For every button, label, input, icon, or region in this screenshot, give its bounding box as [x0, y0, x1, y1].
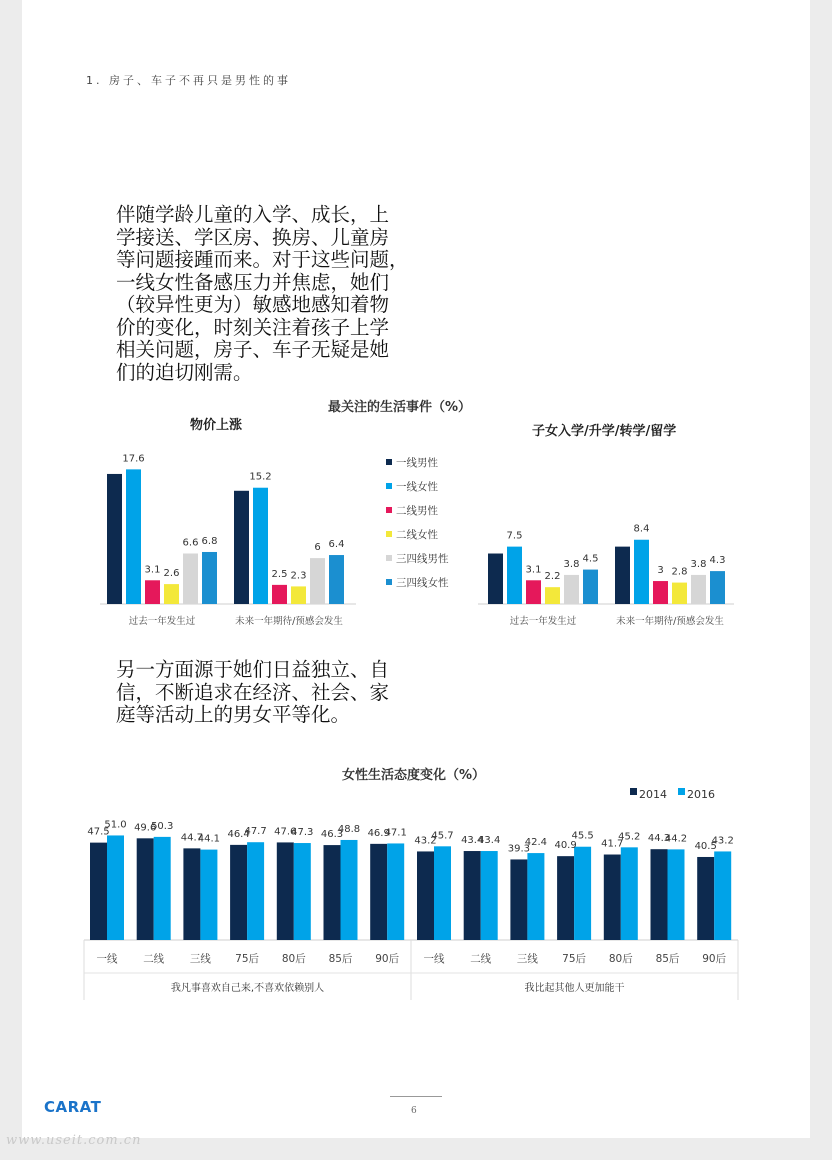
- chart2-category-label: 80后: [608, 953, 633, 965]
- chart1-bar: [634, 540, 649, 604]
- chart2-legend-label: 2014: [639, 788, 667, 801]
- chart1-bar: [545, 587, 560, 604]
- chart2-data-label: 44.1: [197, 833, 221, 845]
- chart1-bar: [615, 547, 630, 604]
- chart2-data-label: 50.3: [151, 820, 174, 832]
- chart2-bar-2014: [557, 856, 574, 940]
- chart1-bar: [672, 583, 687, 604]
- paragraph-line: 相关问题，房子、车子无疑是她: [116, 338, 390, 361]
- chart2-data-label: 51.0: [104, 819, 127, 831]
- chart2-bar-2016: [527, 853, 544, 940]
- chart2-bar-2014: [324, 845, 341, 940]
- paragraph-line: 庭等活动上的男女平等化。: [116, 703, 351, 726]
- chart2-category-label: 90后: [375, 953, 400, 965]
- chart1-legend-swatch: [386, 507, 392, 513]
- paragraph-line: 学接送、学区房、换房、儿童房: [116, 225, 390, 249]
- carat-logo: CARAT: [44, 1098, 102, 1116]
- chart2-category-label: 90后: [702, 953, 727, 965]
- chart2-data-label: 43.2: [711, 835, 734, 847]
- chart2-data-label: 40.5: [694, 840, 717, 852]
- chart2-data-label: 45.7: [431, 830, 454, 842]
- chart1-data-label: 3.1: [144, 564, 161, 576]
- chart2-bar-2014: [230, 845, 247, 940]
- chart2-category-label: 一线: [96, 953, 118, 965]
- chart1-legend-label: 二线男性: [396, 505, 438, 517]
- chart1-legend-label: 一线女性: [396, 481, 438, 493]
- chart2-bar-2016: [200, 850, 217, 940]
- chart1-bar: [291, 586, 306, 604]
- chart2-data-label: 41.7: [601, 838, 624, 850]
- chart1-legend-label: 三四线男性: [396, 553, 449, 565]
- chart1-data-label: 2.8: [671, 566, 688, 578]
- watermark: www.useit.com.cn: [6, 1133, 142, 1148]
- chart1-data-label: 6.6: [182, 537, 199, 549]
- chart1-data-label: 6.4: [328, 539, 345, 551]
- chart1-data-label: 15.2: [249, 471, 272, 483]
- chart2-bar-2016: [154, 837, 171, 940]
- chart2-legend-swatch: [630, 788, 637, 795]
- chart2-bar-2016: [387, 843, 404, 940]
- chart1-data-label: 17.6: [122, 453, 145, 465]
- chart1-bar: [507, 547, 522, 604]
- page-number: 6: [411, 1106, 417, 1116]
- chart2-category-label: 三线: [516, 953, 538, 965]
- chart2-category-label: 一线: [423, 953, 445, 965]
- chart1-bar: [145, 580, 160, 604]
- paragraph-line: 信，不断追求在经济、社会、家: [116, 680, 390, 704]
- chart1-data-label: 4.3: [709, 555, 726, 567]
- chart2-category-label: 二线: [143, 953, 165, 965]
- chart1-bar: [691, 575, 706, 604]
- chart1-bar: [253, 488, 268, 604]
- chart2-data-label: 44.2: [664, 833, 688, 845]
- chart1-category-label: 过去一年发生过: [509, 616, 577, 627]
- chart1-legend-swatch: [386, 459, 392, 465]
- chart2-data-label: 44.7: [180, 832, 204, 844]
- paragraph-line: （较异性更为）敏感地感知着物: [116, 293, 390, 316]
- chart1-data-label: 8.4: [633, 523, 650, 535]
- chart1-data-label: 2.6: [163, 568, 180, 580]
- chart1-bar: [653, 581, 668, 604]
- chart1-panel2-subtitle: 子女入学/升学/转学/留学: [532, 424, 677, 439]
- chart2-data-label: 47.1: [384, 827, 407, 839]
- chart1-bar: [234, 491, 249, 604]
- footer-divider: [390, 1096, 442, 1097]
- chart1-category-label: 未来一年期待/预感会发生: [616, 616, 724, 627]
- chart2-category-label: 80后: [281, 953, 306, 965]
- chart1-legend-label: 三四线女性: [396, 577, 449, 589]
- chart1-data-label: 3.8: [690, 558, 707, 570]
- chart1-data-label: 7.5: [506, 530, 523, 542]
- chart1-data-label: 6: [314, 542, 321, 554]
- chart1-bar: [564, 575, 579, 604]
- chart2-data-label: 47.7: [244, 826, 267, 838]
- chart2-bar-2016: [574, 847, 591, 940]
- chart2-panel-label: 我比起其他人更加能干: [524, 983, 625, 994]
- chart2-bar-2016: [341, 840, 358, 940]
- chart2-bar-2014: [651, 849, 668, 940]
- chart2-data-label: 40.9: [554, 840, 577, 852]
- chart2-data-label: 46.9: [367, 827, 390, 839]
- chart2-data-label: 49.6: [134, 822, 157, 834]
- chart1-data-label: 3: [657, 565, 664, 577]
- chart2-data-label: 43.2: [414, 835, 437, 847]
- chart1-bar: [526, 580, 541, 604]
- chart1-category-label: 未来一年期待/预感会发生: [235, 616, 343, 627]
- chart1-legend-label: 一线男性: [396, 457, 438, 469]
- chart1-data-label: 2.5: [271, 568, 288, 580]
- chart1-category-label: 过去一年发生过: [128, 616, 196, 627]
- chart2-bar-2014: [183, 848, 200, 940]
- chart1-legend-swatch: [386, 483, 392, 489]
- chart2-panel-label: 我凡事喜欢自己来,不喜欢依赖别人: [170, 983, 325, 994]
- chart1-data-label: 3.1: [525, 564, 542, 576]
- chart2-data-label: 47.5: [87, 826, 110, 838]
- chart1-bar: [329, 555, 344, 604]
- chart2-bar-2014: [90, 843, 107, 940]
- chart1-data-label: 2.2: [544, 571, 561, 583]
- chart2-data-label: 44.3: [647, 833, 671, 845]
- chart2-data-label: 47.3: [291, 827, 314, 839]
- chart1-bar: [183, 554, 198, 604]
- chart2-bar-2014: [604, 855, 621, 940]
- chart2-bar-2014: [697, 857, 714, 940]
- chart2-bar-2016: [247, 842, 264, 940]
- chart2-category-label: 三线: [189, 953, 211, 965]
- chart2-data-label: 43.4: [478, 835, 501, 847]
- chart2-bar-2014: [417, 851, 434, 940]
- chart2-category-label: 75后: [235, 953, 260, 965]
- chart1-data-label: 2.3: [290, 570, 307, 582]
- chart2-legend-label: 2016: [687, 788, 715, 801]
- chart2-data-label: 46.3: [320, 829, 344, 841]
- paragraph-line: 一线女性备感压力并焦虑，她们: [116, 270, 390, 294]
- chart1-bar: [488, 554, 503, 604]
- chart2-data-label: 39.3: [507, 843, 531, 855]
- chart1-legend-swatch: [386, 579, 392, 585]
- chart2-bar-2016: [107, 835, 124, 940]
- chart1-bar: [272, 585, 287, 604]
- chart1-bar: [202, 552, 217, 604]
- chart2-title: 女性生活态度变化（%）: [342, 768, 486, 783]
- chart1-legend-swatch: [386, 555, 392, 561]
- chart2-data-label: 45.5: [571, 830, 594, 842]
- chart1-legend-swatch: [386, 531, 392, 537]
- chart2-data-label: 43.4: [461, 835, 484, 847]
- chart2-bar-2016: [294, 843, 311, 940]
- chart2-bar-2014: [277, 842, 294, 940]
- chart1-bar: [164, 584, 179, 604]
- chart2-bar-2014: [137, 838, 154, 940]
- chart2-bar-2014: [510, 859, 527, 940]
- chart2-bar-2014: [370, 844, 387, 940]
- chart2-bar-2014: [464, 851, 481, 940]
- chart2-bar-2016: [668, 849, 685, 940]
- paragraph-line: 价的变化，时刻关注着孩子上学: [116, 315, 390, 339]
- paragraph-line: 们的迫切刚需。: [116, 360, 253, 384]
- chart1-title: 最关注的生活事件（%）: [328, 400, 472, 415]
- chart1-legend-label: 二线女性: [396, 529, 438, 541]
- chart1-bar: [710, 571, 725, 604]
- chart1-bar: [126, 469, 141, 604]
- chart1-panel1-subtitle: 物价上涨: [190, 418, 243, 433]
- chart1-bar: [310, 558, 325, 604]
- chart2-data-label: 47.6: [274, 826, 297, 838]
- paragraph-line: 伴随学龄儿童的入学、成长，上: [116, 203, 390, 226]
- section-header: 1. 房子、车子不再只是男性的事: [86, 74, 291, 87]
- chart2-data-label: 46.4: [227, 828, 250, 840]
- chart1-bar: [583, 570, 598, 604]
- chart1-data-label: 4.5: [582, 553, 599, 565]
- chart1-data-label: 3.8: [563, 558, 580, 570]
- chart2-category-label: 85后: [328, 953, 353, 965]
- chart2-category-label: 85后: [655, 953, 680, 965]
- paragraph-line: 等问题接踵而来。对于这些问题，: [116, 248, 409, 271]
- chart2-bar-2016: [714, 851, 731, 940]
- chart2-data-label: 42.4: [524, 837, 548, 849]
- chart2-data-label: 45.2: [618, 831, 641, 843]
- chart1-bar: [107, 474, 122, 604]
- chart2-category-label: 75后: [562, 953, 587, 965]
- chart2-legend-swatch: [678, 788, 685, 795]
- chart2-category-label: 二线: [470, 953, 492, 965]
- chart1-data-label: 6.8: [201, 535, 218, 547]
- paragraph-line: 另一方面源于她们日益独立、自: [116, 658, 390, 681]
- chart2-bar-2016: [621, 847, 638, 940]
- chart2-data-label: 48.8: [337, 823, 361, 835]
- chart2-bar-2016: [434, 846, 451, 940]
- chart2-bar-2016: [481, 851, 498, 940]
